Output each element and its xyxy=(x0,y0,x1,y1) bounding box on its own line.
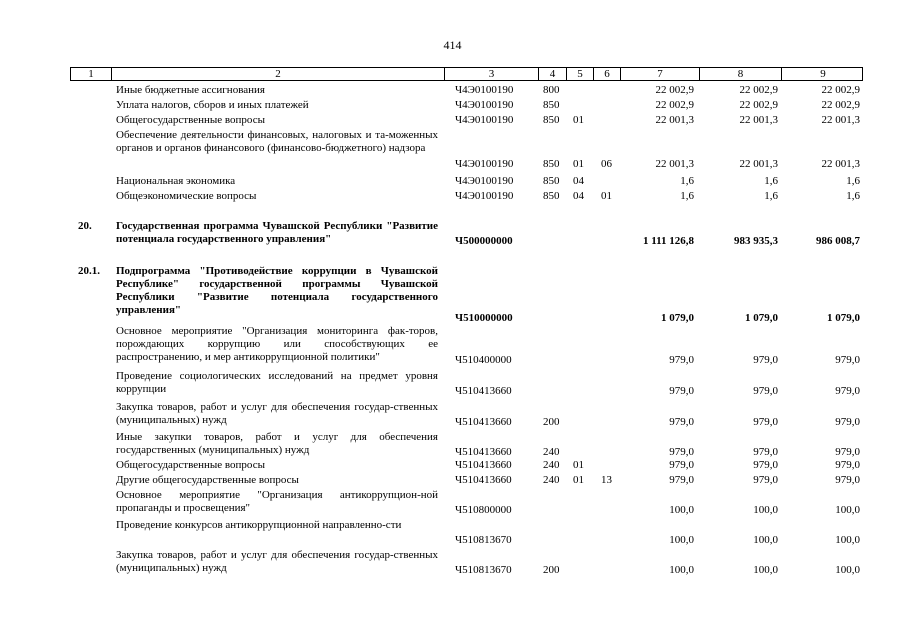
cell-col8: 979,0 xyxy=(753,385,778,397)
cell-code: Ч510000000 xyxy=(455,312,513,324)
row-title: Общегосударственные вопросы xyxy=(116,459,265,471)
header-col-7: 7 xyxy=(620,68,699,80)
table-row xyxy=(0,459,905,472)
table-row xyxy=(0,519,905,547)
cell-col7: 979,0 xyxy=(669,459,694,471)
cell-col5: 04 xyxy=(573,190,584,202)
cell-col6: 01 xyxy=(601,190,612,202)
cell-col7: 22 001,3 xyxy=(655,158,694,170)
cell-col9: 22 001,3 xyxy=(821,114,860,126)
cell-col6: 06 xyxy=(601,158,612,170)
table-row-program xyxy=(0,220,905,248)
cell-col9: 22 001,3 xyxy=(821,158,860,170)
cell-code: Ч510800000 xyxy=(455,504,512,516)
table-row xyxy=(0,129,905,171)
table-row xyxy=(0,114,905,127)
row-title: Общегосударственные вопросы xyxy=(116,114,265,126)
cell-col4: 850 xyxy=(543,99,560,111)
cell-col9: 1,6 xyxy=(846,190,860,202)
row-title: Подпрограмма "Противодействие коррупции в Чувашской Республике" государственной программы Чувашской Республики "Развитие потенциала государственного управления" xyxy=(116,265,438,316)
cell-col7: 22 001,3 xyxy=(655,114,694,126)
cell-code: Ч4Э0100190 xyxy=(455,99,514,111)
cell-code: Ч4Э0100190 xyxy=(455,175,514,187)
cell-col9: 22 002,9 xyxy=(821,99,860,111)
cell-col7: 979,0 xyxy=(669,446,694,458)
cell-col4: 850 xyxy=(543,158,560,170)
cell-code: Ч510413660 xyxy=(455,474,512,486)
cell-col7: 22 002,9 xyxy=(655,84,694,96)
cell-code: Ч4Э0100190 xyxy=(455,114,514,126)
cell-col5: 04 xyxy=(573,175,584,187)
cell-col5: 01 xyxy=(573,158,584,170)
cell-col7: 1,6 xyxy=(680,190,694,202)
row-title: Иные бюджетные ассигнования xyxy=(116,84,265,96)
cell-col4: 200 xyxy=(543,416,560,428)
cell-code: Ч4Э0100190 xyxy=(455,84,514,96)
cell-code: Ч510413660 xyxy=(455,385,512,397)
cell-col8: 979,0 xyxy=(753,354,778,366)
cell-col6: 13 xyxy=(601,474,612,486)
cell-col9: 979,0 xyxy=(835,474,860,486)
cell-col4: 850 xyxy=(543,114,560,126)
cell-col4: 240 xyxy=(543,474,560,486)
cell-col9: 100,0 xyxy=(835,534,860,546)
table-row xyxy=(0,84,905,97)
row-title: Обеспечение деятельности финансовых, налоговых и та-моженных органов и органов финансового (финансово-бюджетного) надзора xyxy=(116,129,438,154)
table-row xyxy=(0,325,905,367)
cell-col8: 22 002,9 xyxy=(739,84,778,96)
header-col-9: 9 xyxy=(781,68,864,80)
cell-col8: 100,0 xyxy=(753,534,778,546)
cell-col9: 1 079,0 xyxy=(827,312,860,324)
cell-code: Ч510400000 xyxy=(455,354,512,366)
cell-col8: 100,0 xyxy=(753,564,778,576)
cell-col8: 979,0 xyxy=(753,416,778,428)
cell-col8: 1,6 xyxy=(764,175,778,187)
cell-col4: 850 xyxy=(543,190,560,202)
page-number: 414 xyxy=(443,38,462,52)
cell-col8: 979,0 xyxy=(753,446,778,458)
cell-col8: 1,6 xyxy=(764,190,778,202)
cell-col7: 979,0 xyxy=(669,354,694,366)
cell-col8: 1 079,0 xyxy=(745,312,778,324)
row-title: Проведение социологических исследований на предмет уровня коррупции xyxy=(116,370,438,395)
row-title: Иные закупки товаров, работ и услуг для обеспечения государственных (муниципальных) нужд xyxy=(116,431,438,456)
cell-col7: 100,0 xyxy=(669,504,694,516)
cell-col5: 01 xyxy=(573,114,584,126)
cell-code: Ч510813670 xyxy=(455,534,512,546)
header-col-8: 8 xyxy=(699,68,781,80)
cell-col8: 979,0 xyxy=(753,474,778,486)
cell-col4: 240 xyxy=(543,446,560,458)
cell-code: Ч510413660 xyxy=(455,446,512,458)
row-title: Закупка товаров, работ и услуг для обеспечения государ-ственных (муниципальных) нужд xyxy=(116,549,438,574)
cell-col7: 22 002,9 xyxy=(655,99,694,111)
row-title: Основное мероприятие "Организация мониторинга фак-торов, порождающих коррупцию или способствующих ее распространению, и мер антикоррупционной политики" xyxy=(116,325,438,363)
cell-col8: 22 001,3 xyxy=(739,158,778,170)
cell-col8: 22 002,9 xyxy=(739,99,778,111)
cell-col4: 800 xyxy=(543,84,560,96)
cell-col7: 1 111 126,8 xyxy=(642,235,694,247)
cell-code: Ч510813670 xyxy=(455,564,512,576)
header-col-1: 1 xyxy=(88,68,94,80)
cell-col9: 979,0 xyxy=(835,459,860,471)
cell-code: Ч510413660 xyxy=(455,459,512,471)
row-number: 20. xyxy=(78,220,92,232)
cell-col9: 979,0 xyxy=(835,446,860,458)
cell-col9: 100,0 xyxy=(835,564,860,576)
row-title: Другие общегосударственные вопросы xyxy=(116,474,299,486)
row-title: Национальная экономика xyxy=(116,175,236,187)
header-col-6: 6 xyxy=(593,68,620,80)
header-col-2: 2 xyxy=(111,68,444,80)
row-title: Закупка товаров, работ и услуг для обеспечения государ-ственных (муниципальных) нужд xyxy=(116,401,438,426)
cell-code: Ч500000000 xyxy=(455,235,513,247)
cell-col7: 979,0 xyxy=(669,474,694,486)
table-row xyxy=(0,431,905,459)
cell-col4: 850 xyxy=(543,175,560,187)
cell-col9: 979,0 xyxy=(835,416,860,428)
header-col-4: 4 xyxy=(538,68,566,80)
cell-col7: 979,0 xyxy=(669,416,694,428)
table-row xyxy=(0,549,905,577)
row-title: Общеэкономические вопросы xyxy=(116,190,257,202)
cell-col4: 200 xyxy=(543,564,560,576)
cell-col9: 22 002,9 xyxy=(821,84,860,96)
cell-col9: 1,6 xyxy=(846,175,860,187)
row-title: Проведение конкурсов антикоррупционной направленно-сти xyxy=(116,519,402,531)
cell-col7: 100,0 xyxy=(669,564,694,576)
cell-code: Ч4Э0100190 xyxy=(455,190,514,202)
header-col-5: 5 xyxy=(566,68,593,80)
cell-col7: 1 079,0 xyxy=(661,312,694,324)
table-row-subprogram xyxy=(0,265,905,325)
row-number: 20.1. xyxy=(78,265,100,277)
row-title: Уплата налогов, сборов и иных платежей xyxy=(116,99,309,111)
cell-col8: 100,0 xyxy=(753,504,778,516)
table-row xyxy=(0,175,905,188)
cell-code: Ч510413660 xyxy=(455,416,512,428)
table-row xyxy=(0,99,905,112)
row-title: Государственная программа Чувашской Республики "Развитие потенциала государственного управления" xyxy=(116,220,438,245)
cell-col8: 979,0 xyxy=(753,459,778,471)
cell-code: Ч4Э0100190 xyxy=(455,158,514,170)
header-col-3: 3 xyxy=(444,68,538,80)
cell-col7: 100,0 xyxy=(669,534,694,546)
cell-col7: 1,6 xyxy=(680,175,694,187)
cell-col5: 01 xyxy=(573,459,584,471)
cell-col9: 979,0 xyxy=(835,385,860,397)
cell-col8: 22 001,3 xyxy=(739,114,778,126)
table-row xyxy=(0,474,905,487)
cell-col4: 240 xyxy=(543,459,560,471)
cell-col8: 983 935,3 xyxy=(734,235,778,247)
cell-col9: 100,0 xyxy=(835,504,860,516)
cell-col7: 979,0 xyxy=(669,385,694,397)
cell-col9: 979,0 xyxy=(835,354,860,366)
table-row xyxy=(0,370,905,398)
table-row xyxy=(0,190,905,203)
table-row xyxy=(0,489,905,517)
row-title: Основное мероприятие "Организация антикоррупцион-ной пропаганды и просвещения" xyxy=(116,489,438,514)
cell-col9: 986 008,7 xyxy=(816,235,860,247)
table-row xyxy=(0,401,905,429)
cell-col5: 01 xyxy=(573,474,584,486)
